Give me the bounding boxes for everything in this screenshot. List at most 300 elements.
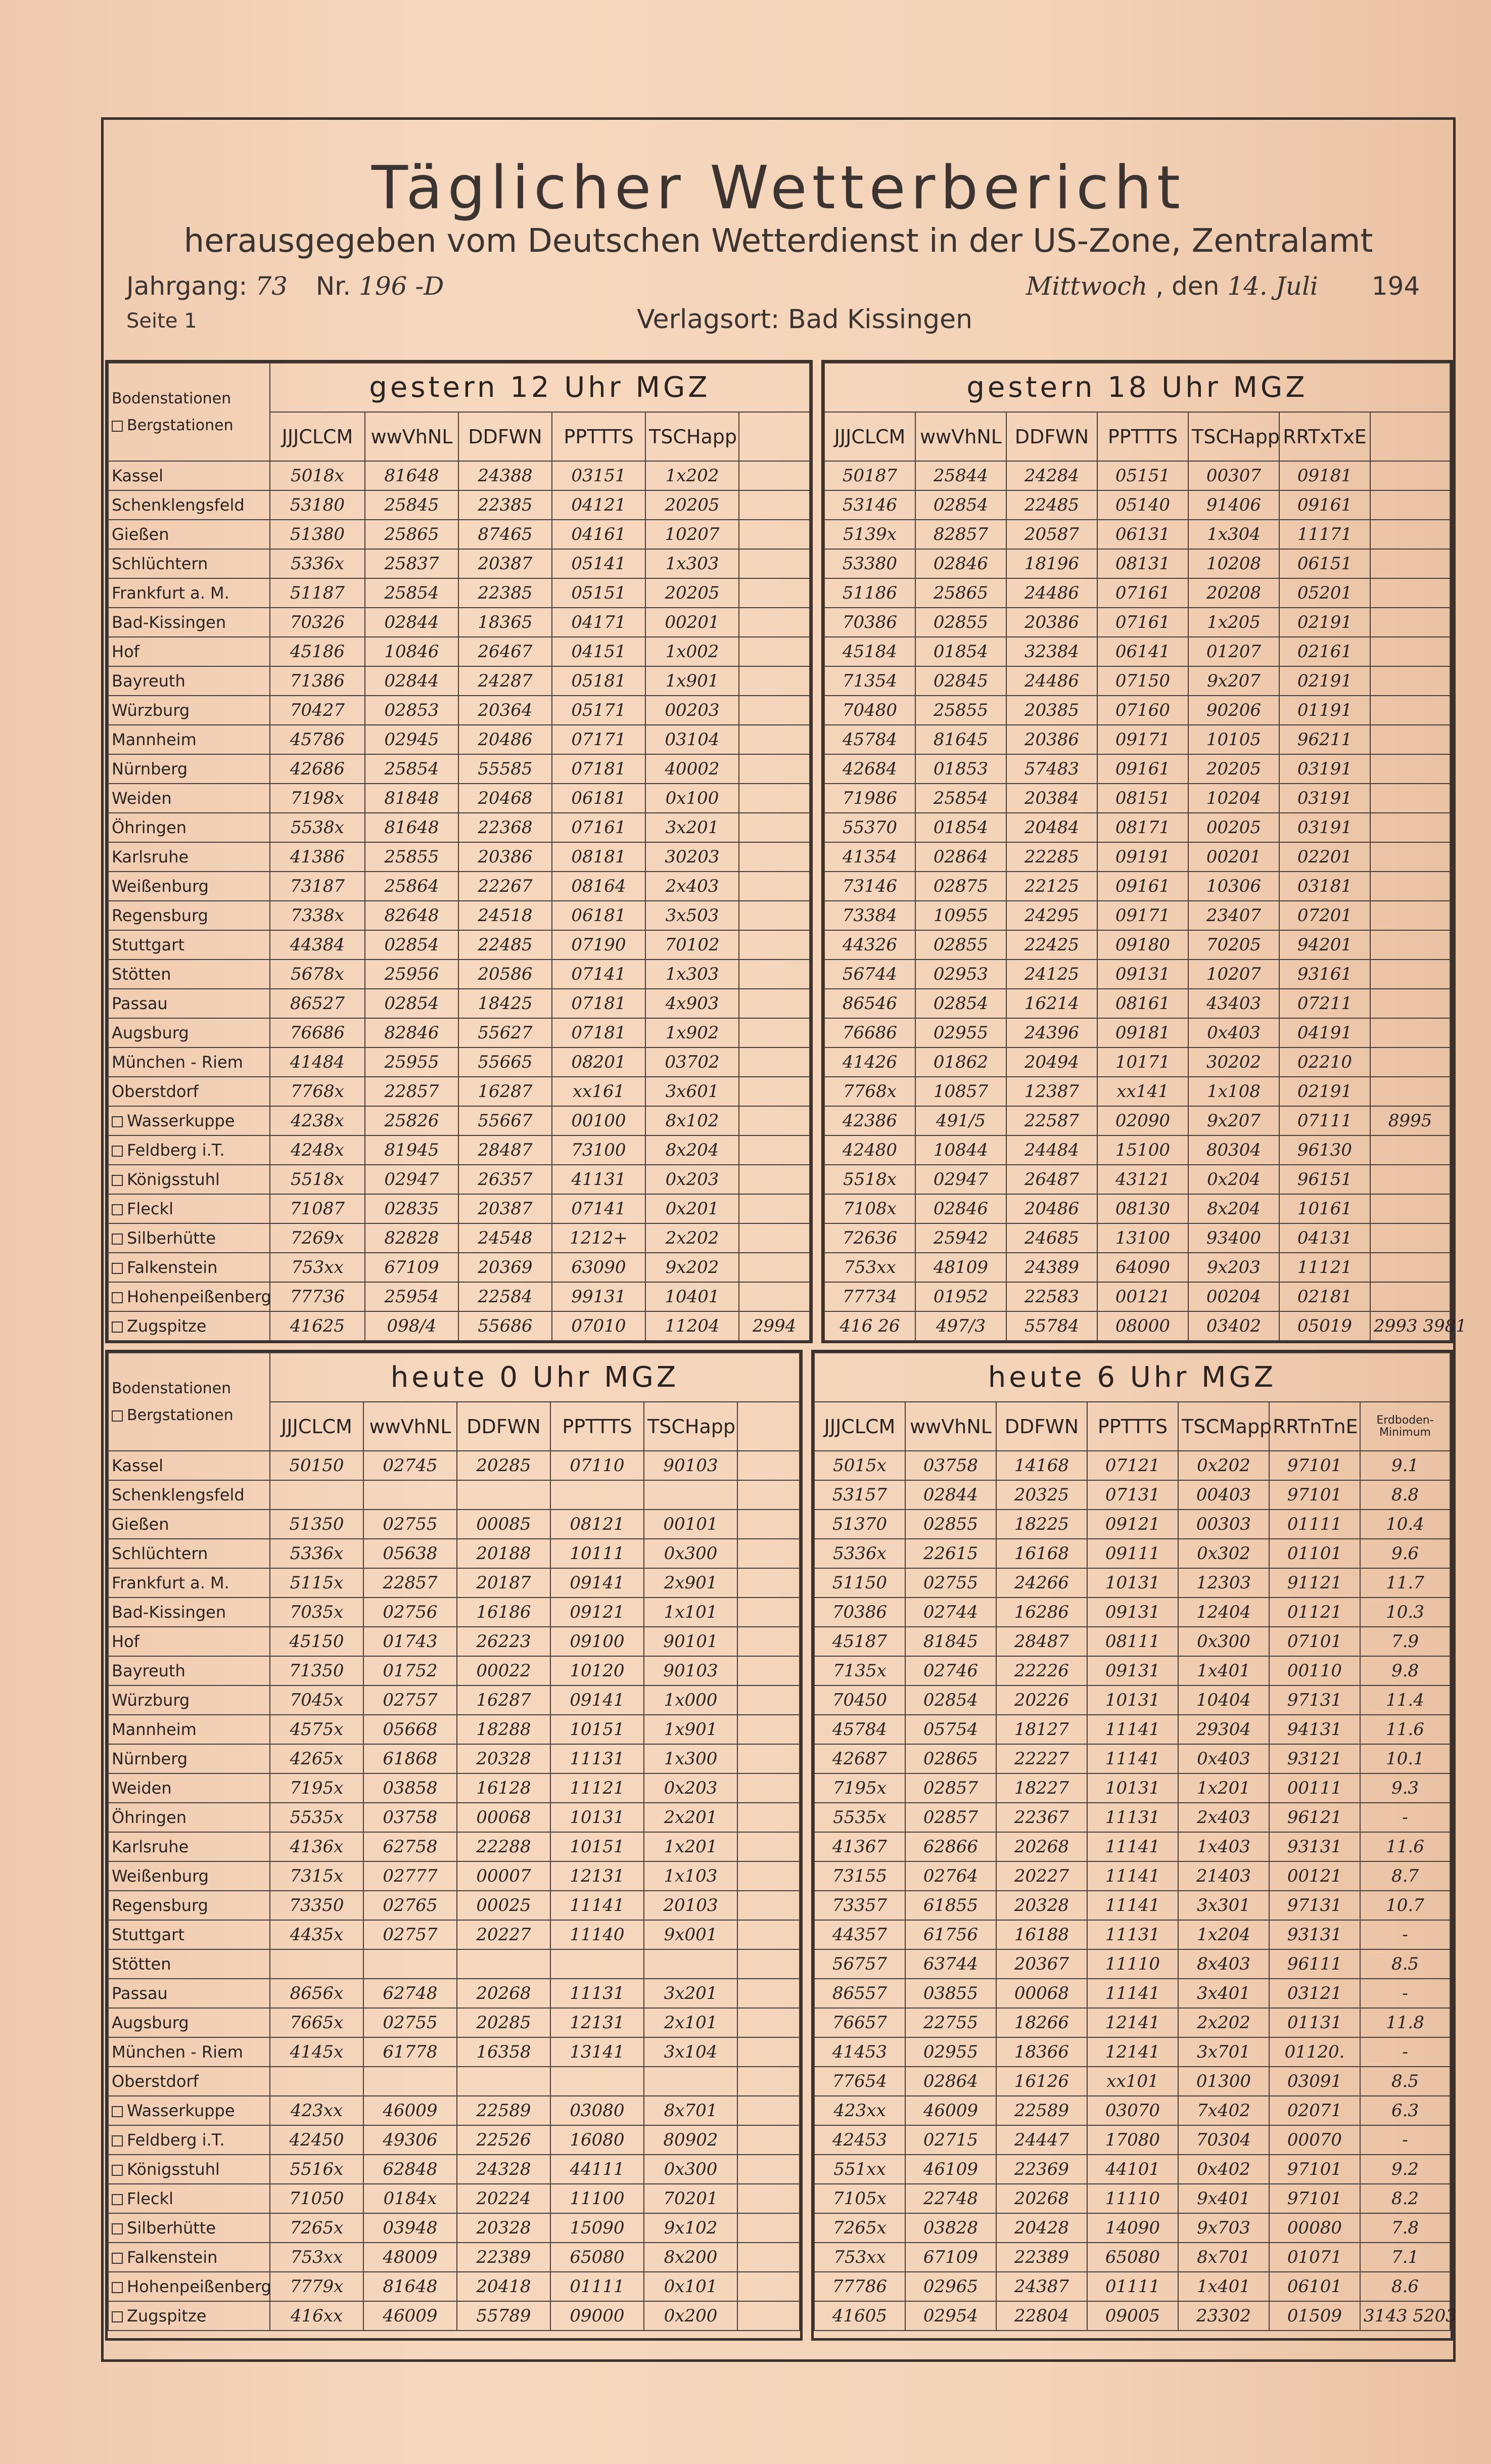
value-cell: 45150 <box>270 1627 363 1656</box>
value-cell: 05151 <box>1097 461 1188 490</box>
value-cell: 20227 <box>457 1920 550 1949</box>
value-cell: 42684 <box>824 754 915 784</box>
panel-title: heute 6 Uhr MGZ <box>814 1353 1450 1402</box>
value-cell: 11110 <box>1087 1949 1178 1979</box>
value-cell: 423xx <box>814 2096 905 2125</box>
value-cell: 43121 <box>1097 1165 1188 1194</box>
value-cell: 40002 <box>645 754 739 784</box>
column-header <box>739 412 810 461</box>
value-cell: 26357 <box>458 1165 552 1194</box>
value-cell: 423xx <box>270 2096 363 2125</box>
table-row <box>108 1047 810 1077</box>
value-cell: 1x901 <box>645 666 739 696</box>
value-cell: 11.6 <box>1360 1715 1450 1744</box>
value-cell: 26467 <box>458 637 552 666</box>
table-row <box>108 1656 800 1685</box>
value-cell: 11141 <box>1087 1979 1178 2008</box>
table-row <box>108 1979 800 2008</box>
value-cell: xx161 <box>552 1077 645 1106</box>
value-cell: 50187 <box>824 461 915 490</box>
value-cell: 5535x <box>814 1803 905 1832</box>
value-cell: 10857 <box>915 1077 1006 1106</box>
value-cell <box>739 1135 810 1165</box>
value-cell: 9.8 <box>1360 1656 1450 1685</box>
value-cell: 09100 <box>550 1627 644 1656</box>
value-cell: 72636 <box>824 1223 915 1253</box>
station-name-cell <box>108 2125 270 2155</box>
table-row <box>108 1451 800 1480</box>
value-cell: 5518x <box>824 1165 915 1194</box>
station-name-cell <box>108 637 270 666</box>
value-cell: 7195x <box>270 1773 363 1803</box>
value-cell: 1x201 <box>644 1832 737 1861</box>
value-cell: 64090 <box>1097 1253 1188 1282</box>
value-cell: 04121 <box>552 490 645 520</box>
value-cell: 04151 <box>552 637 645 666</box>
table-row <box>108 1165 810 1194</box>
value-cell: 06151 <box>1279 549 1370 578</box>
value-cell: 3x201 <box>645 813 739 842</box>
value-cell <box>644 2067 737 2096</box>
value-cell: 5336x <box>270 1539 363 1568</box>
value-cell: 44111 <box>550 2155 644 2184</box>
value-cell: 12387 <box>1006 1077 1097 1106</box>
value-cell: 76686 <box>824 1018 915 1047</box>
report-title: Täglicher Wetterbericht <box>371 153 1186 222</box>
table-row <box>824 901 1450 930</box>
value-cell: 50150 <box>270 1451 363 1480</box>
value-cell <box>1370 1018 1450 1047</box>
value-cell: 41354 <box>824 842 915 872</box>
value-cell: 02191 <box>1279 1077 1370 1106</box>
value-cell: 1x901 <box>644 1715 737 1744</box>
value-cell: 5538x <box>270 813 365 842</box>
value-cell: 61868 <box>363 1744 457 1773</box>
value-cell: 16126 <box>996 2067 1087 2096</box>
value-cell: 24266 <box>996 1568 1087 1598</box>
value-cell: 00110 <box>1269 1656 1360 1685</box>
table-row <box>814 1715 1450 1744</box>
table-row <box>108 930 810 960</box>
value-cell: 24387 <box>996 2272 1087 2301</box>
value-cell: 25956 <box>365 960 458 989</box>
value-cell <box>737 1480 800 1510</box>
value-cell: 00307 <box>1188 461 1279 490</box>
value-cell <box>737 1979 800 2008</box>
value-cell: 7779x <box>270 2272 363 2301</box>
value-cell: 22615 <box>905 1539 996 1568</box>
station-name-cell <box>108 1311 270 1341</box>
station-name: Wasserkuppe <box>127 1111 235 1130</box>
value-cell: 7768x <box>270 1077 365 1106</box>
table-row <box>108 2096 800 2125</box>
value-cell: 73350 <box>270 1891 363 1920</box>
value-cell: 08111 <box>1087 1627 1178 1656</box>
value-cell: 82648 <box>365 901 458 930</box>
value-cell: 03402 <box>1188 1311 1279 1341</box>
table-row <box>824 520 1450 549</box>
value-cell: 11141 <box>1087 1861 1178 1891</box>
column-header: TSCHapp <box>1188 412 1279 461</box>
value-cell: 20205 <box>1188 754 1279 784</box>
value-cell: 2x201 <box>644 1803 737 1832</box>
value-cell <box>739 490 810 520</box>
value-cell: 41625 <box>270 1311 365 1341</box>
value-cell: 02161 <box>1279 637 1370 666</box>
value-cell: 01853 <box>915 754 1006 784</box>
value-cell: 20188 <box>457 1539 550 1568</box>
station-name-cell <box>108 1047 270 1077</box>
value-cell: 03104 <box>645 725 739 754</box>
value-cell: 90103 <box>644 1451 737 1480</box>
value-cell: 13100 <box>1097 1223 1188 1253</box>
value-cell <box>737 1920 800 1949</box>
value-cell: 02864 <box>915 842 1006 872</box>
value-cell: 03858 <box>363 1773 457 1803</box>
value-cell: 2x403 <box>1178 1803 1269 1832</box>
value-cell: 23407 <box>1188 901 1279 930</box>
value-cell: 62758 <box>363 1832 457 1861</box>
value-cell: 80902 <box>644 2125 737 2155</box>
value-cell: 55789 <box>457 2301 550 2331</box>
value-cell: 02715 <box>905 2125 996 2155</box>
value-cell <box>270 1480 363 1510</box>
table-row <box>814 1598 1450 1627</box>
table-row <box>814 1949 1450 1979</box>
value-cell: 10207 <box>1188 960 1279 989</box>
value-cell: 08171 <box>1097 813 1188 842</box>
table-row <box>108 1568 800 1598</box>
value-cell <box>1370 490 1450 520</box>
value-cell: 82846 <box>365 1018 458 1047</box>
value-cell: 0x200 <box>644 2301 737 2331</box>
value-cell: 45786 <box>270 725 365 754</box>
value-cell: 02201 <box>1279 842 1370 872</box>
value-cell: 0x302 <box>1178 1539 1269 1568</box>
value-cell: 7665x <box>270 2008 363 2037</box>
value-cell: 11141 <box>1087 1744 1178 1773</box>
value-cell: - <box>1360 2125 1450 2155</box>
value-cell: 08181 <box>552 842 645 872</box>
value-cell: 42386 <box>824 1106 915 1135</box>
value-cell: 18196 <box>1006 549 1097 578</box>
value-cell <box>1370 1253 1450 1282</box>
value-cell: 20325 <box>996 1480 1087 1510</box>
value-cell: 24484 <box>1006 1135 1097 1165</box>
value-cell: 73146 <box>824 872 915 901</box>
value-cell: - <box>1360 1920 1450 1949</box>
value-cell <box>270 2067 363 2096</box>
value-cell: 61778 <box>363 2037 457 2067</box>
value-cell: 22385 <box>458 490 552 520</box>
station-name: München - Riem <box>112 2042 243 2062</box>
value-cell <box>550 1480 644 1510</box>
value-cell: 05140 <box>1097 490 1188 520</box>
value-cell: 41131 <box>552 1165 645 1194</box>
table-row <box>108 490 810 520</box>
value-cell <box>739 989 810 1018</box>
table-row <box>814 1685 1450 1715</box>
station-name-cell <box>108 1510 270 1539</box>
value-cell: 02947 <box>365 1165 458 1194</box>
value-cell: 07161 <box>1097 578 1188 608</box>
station-name: Mannheim <box>112 730 197 749</box>
value-cell: 07171 <box>552 725 645 754</box>
value-cell: 09111 <box>1087 1539 1178 1568</box>
value-cell: 97101 <box>1269 1451 1360 1480</box>
value-cell: 61855 <box>905 1891 996 1920</box>
table-row <box>814 1627 1450 1656</box>
value-cell: 7195x <box>814 1773 905 1803</box>
value-cell: 77736 <box>270 1282 365 1311</box>
table-row <box>824 725 1450 754</box>
table-row <box>108 989 810 1018</box>
value-cell: 01120. <box>1269 2037 1360 2067</box>
value-cell: 20387 <box>458 1194 552 1223</box>
value-cell: 71986 <box>824 784 915 813</box>
value-cell: 8.8 <box>1360 1480 1450 1510</box>
value-cell <box>1370 608 1450 637</box>
station-name: Falkenstein <box>127 2248 218 2267</box>
value-cell <box>739 960 810 989</box>
mountain-box-icon <box>112 2223 123 2234</box>
table-row <box>108 1685 800 1715</box>
column-header: PPTTTS <box>552 412 645 461</box>
table-row <box>108 872 810 901</box>
value-cell: 1x201 <box>1178 1773 1269 1803</box>
value-cell: 20418 <box>457 2272 550 2301</box>
value-cell: 91121 <box>1269 1568 1360 1598</box>
value-cell: 20384 <box>1006 784 1097 813</box>
value-cell: 16188 <box>996 1920 1087 1949</box>
value-cell: 73357 <box>814 1891 905 1920</box>
value-cell: 1x103 <box>644 1861 737 1891</box>
station-name: Nürnberg <box>112 759 188 779</box>
value-cell: 10151 <box>550 1715 644 1744</box>
value-cell: 82857 <box>915 520 1006 549</box>
value-cell: 10131 <box>1087 1568 1178 1598</box>
table-gestern-12 <box>108 362 810 1341</box>
publisher: Verlagsort: Bad Kissingen <box>637 304 973 335</box>
value-cell: 25942 <box>915 1223 1006 1253</box>
value-cell: 4x903 <box>645 989 739 1018</box>
value-cell: 97131 <box>1269 1685 1360 1715</box>
value-cell: 73384 <box>824 901 915 930</box>
value-cell: 53157 <box>814 1480 905 1510</box>
value-cell: 42450 <box>270 2125 363 2155</box>
value-cell: 03191 <box>1279 813 1370 842</box>
value-cell: 10131 <box>1087 1773 1178 1803</box>
value-cell: 22589 <box>457 2096 550 2125</box>
value-cell: 24685 <box>1006 1223 1097 1253</box>
value-cell: 44326 <box>824 930 915 960</box>
value-cell: 02865 <box>905 1744 996 1773</box>
value-cell: 8995 <box>1370 1106 1450 1135</box>
column-header: wwVhNL <box>365 412 458 461</box>
value-cell: 51186 <box>824 578 915 608</box>
value-cell: 11131 <box>550 1744 644 1773</box>
value-cell: 45187 <box>814 1627 905 1656</box>
value-cell: 02875 <box>915 872 1006 901</box>
value-cell <box>737 2008 800 2037</box>
value-cell: 09000 <box>550 2301 644 2331</box>
value-cell: 42453 <box>814 2125 905 2155</box>
value-cell: 3143 5203 <box>1360 2301 1450 2331</box>
value-cell: 20486 <box>1006 1194 1097 1223</box>
station-name: Feldberg i.T. <box>127 1140 225 1160</box>
table-row <box>108 1018 810 1047</box>
value-cell: 11141 <box>1087 1832 1178 1861</box>
value-cell: 8.2 <box>1360 2184 1450 2213</box>
value-cell <box>739 754 810 784</box>
value-cell: 10131 <box>550 1803 644 1832</box>
column-header: PPTTTS <box>550 1402 644 1451</box>
value-cell: 416xx <box>270 2301 363 2331</box>
station-name-cell <box>108 1920 270 1949</box>
value-cell: 12131 <box>550 1861 644 1891</box>
value-cell: 22755 <box>905 2008 996 2037</box>
value-cell: 61756 <box>905 1920 996 1949</box>
value-cell: 24388 <box>458 461 552 490</box>
panel-heute-6 <box>811 1350 1457 2341</box>
value-cell: 22804 <box>996 2301 1087 2331</box>
value-cell: 20385 <box>1006 696 1097 725</box>
value-cell: 5336x <box>814 1539 905 1568</box>
station-name-cell <box>108 1451 270 1480</box>
table-row <box>108 1480 800 1510</box>
station-name: Bad-Kissingen <box>112 1603 226 1622</box>
value-cell: 09005 <box>1087 2301 1178 2331</box>
value-cell <box>363 2067 457 2096</box>
date-value: 14. Juli <box>1227 271 1318 301</box>
date-line <box>1026 271 1420 301</box>
value-cell <box>1370 637 1450 666</box>
table-row <box>814 2008 1450 2037</box>
station-name-cell <box>108 520 270 549</box>
value-cell: 07141 <box>552 960 645 989</box>
station-name-cell <box>108 2008 270 2037</box>
value-cell: 96151 <box>1279 1165 1370 1194</box>
table-row <box>108 1861 800 1891</box>
table-row <box>108 2067 800 2096</box>
station-name: Gießen <box>112 1515 169 1534</box>
value-cell: 15090 <box>550 2213 644 2243</box>
value-cell: 491/5 <box>915 1106 1006 1135</box>
value-cell <box>737 2096 800 2125</box>
value-cell: 3x301 <box>1178 1891 1269 1920</box>
table-row <box>108 1920 800 1949</box>
value-cell: 1x204 <box>1178 1920 1269 1949</box>
value-cell <box>737 1861 800 1891</box>
value-cell: 02857 <box>905 1803 996 1832</box>
station-name: Stuttgart <box>112 1925 184 1944</box>
value-cell: 12131 <box>550 2008 644 2037</box>
station-name: Oberstdorf <box>112 2072 199 2091</box>
table-row <box>108 1106 810 1135</box>
value-cell: 02844 <box>365 608 458 637</box>
station-name: Schenklengsfeld <box>112 1485 245 1504</box>
value-cell: 18266 <box>996 2008 1087 2037</box>
value-cell: 02755 <box>905 1568 996 1598</box>
value-cell: 70304 <box>1178 2125 1269 2155</box>
value-cell: 55667 <box>458 1106 552 1135</box>
value-cell: 30202 <box>1188 1047 1279 1077</box>
station-name-cell <box>108 696 270 725</box>
value-cell: - <box>1360 2037 1450 2067</box>
value-cell: 96130 <box>1279 1135 1370 1165</box>
column-header-row <box>824 412 1450 461</box>
value-cell: 81648 <box>365 813 458 842</box>
value-cell: 01752 <box>363 1656 457 1685</box>
value-cell: 09161 <box>1097 872 1188 901</box>
value-cell: 3x503 <box>645 901 739 930</box>
value-cell: 24389 <box>1006 1253 1097 1282</box>
value-cell: 20484 <box>1006 813 1097 842</box>
column-header: PPTTTS <box>1087 1402 1178 1451</box>
value-cell: 00068 <box>457 1803 550 1832</box>
value-cell: 42687 <box>814 1744 905 1773</box>
value-cell: 53380 <box>824 549 915 578</box>
value-cell: 7269x <box>270 1223 365 1253</box>
station-name: Gießen <box>112 525 169 544</box>
value-cell <box>457 1949 550 1979</box>
value-cell <box>363 1949 457 1979</box>
value-cell: 10120 <box>550 1656 644 1685</box>
value-cell <box>737 1568 800 1598</box>
value-cell: 20386 <box>1006 725 1097 754</box>
value-cell: 76686 <box>270 1018 365 1047</box>
value-cell: 1x205 <box>1188 608 1279 637</box>
value-cell: 10.4 <box>1360 1510 1450 1539</box>
value-cell <box>739 1077 810 1106</box>
value-cell: 06101 <box>1269 2272 1360 2301</box>
value-cell: 24447 <box>996 2125 1087 2155</box>
station-name-cell <box>108 1194 270 1223</box>
value-cell <box>739 901 810 930</box>
value-cell: 55665 <box>458 1047 552 1077</box>
station-name-cell <box>108 1223 270 1253</box>
value-cell: 7x402 <box>1178 2096 1269 2125</box>
value-cell: 20226 <box>996 1685 1087 1715</box>
station-name-cell <box>108 2096 270 2125</box>
value-cell: 22583 <box>1006 1282 1097 1311</box>
value-cell: 10171 <box>1097 1047 1188 1077</box>
mountain-box-icon <box>112 1146 123 1157</box>
value-cell: 7265x <box>270 2213 363 2243</box>
value-cell <box>737 2213 800 2243</box>
value-cell: 70450 <box>814 1685 905 1715</box>
value-cell: 03091 <box>1269 2067 1360 2096</box>
value-cell: 3x104 <box>644 2037 737 2067</box>
table-row <box>108 842 810 872</box>
value-cell: 07101 <box>1269 1627 1360 1656</box>
value-cell <box>737 2125 800 2155</box>
table-row <box>814 2096 1450 2125</box>
value-cell: 01862 <box>915 1047 1006 1077</box>
station-name-cell <box>108 1949 270 1979</box>
value-cell: 20328 <box>996 1891 1087 1920</box>
column-header: JJJCLCM <box>814 1402 905 1451</box>
value-cell <box>457 2067 550 2096</box>
value-cell <box>1370 1047 1450 1077</box>
value-cell: 82828 <box>365 1223 458 1253</box>
table-row <box>824 549 1450 578</box>
station-name: Hohenpeißenberg <box>127 1287 271 1306</box>
value-cell: 25844 <box>915 461 1006 490</box>
value-cell: 81945 <box>365 1135 458 1165</box>
value-cell: 01131 <box>1269 2008 1360 2037</box>
station-name-cell <box>108 901 270 930</box>
